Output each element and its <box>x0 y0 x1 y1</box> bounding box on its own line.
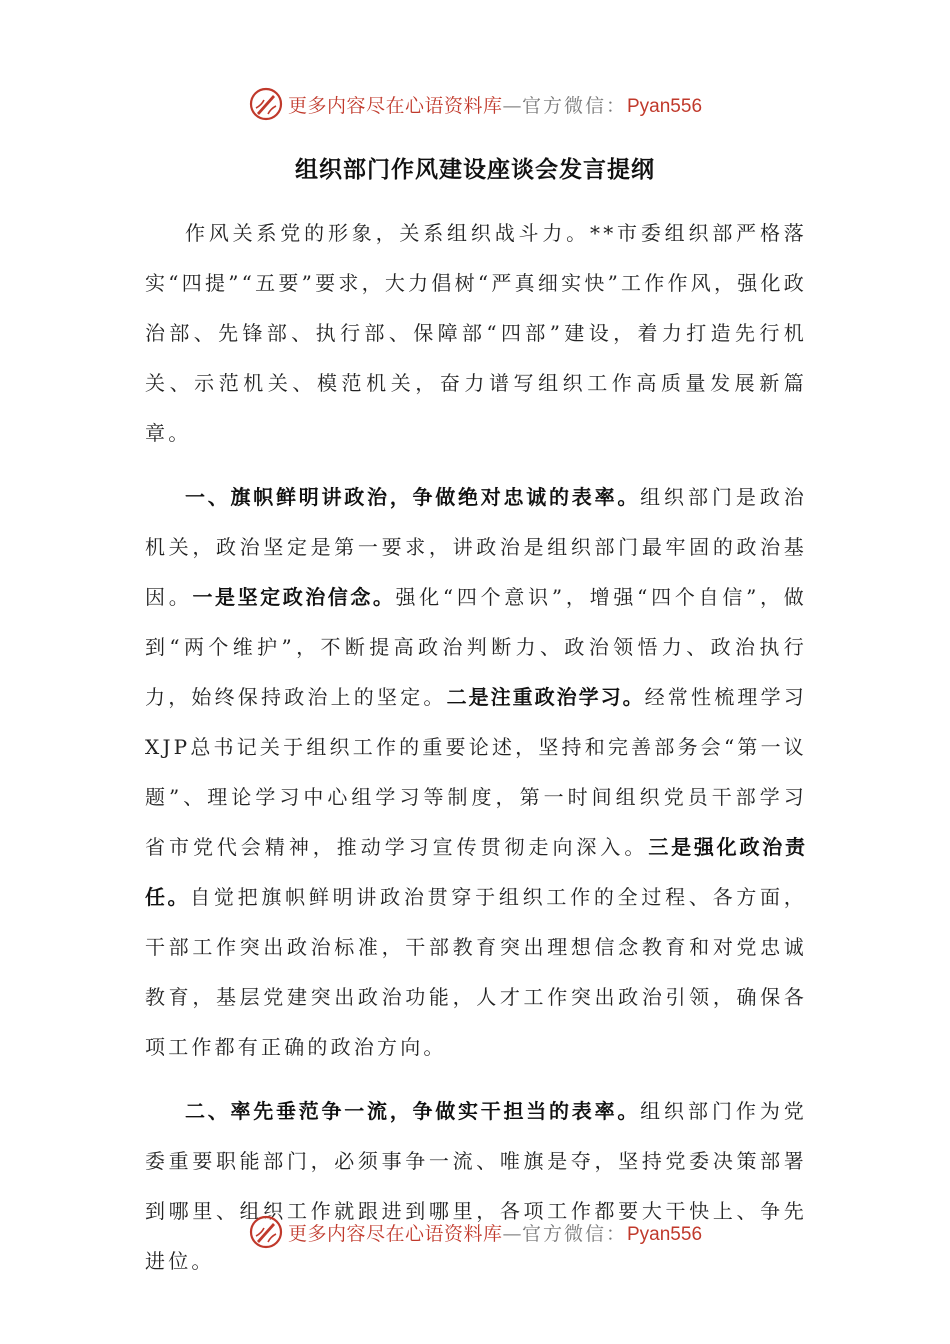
banner-wechat-id: Pyan556 <box>627 95 703 117</box>
banner-main-text: 更多内容尽在心语资料库 <box>287 94 503 117</box>
bold-heading-run: 三是强化政治责任。 <box>145 835 807 909</box>
text-run: 自觉把旗帜鲜明讲政治贯穿于组织工作的全过程、各方面，干部工作突出政治标准，干部教育突出理想信念教育和对党忠诚教育，基层党建突出政治功能，人才工作突出政治引领，确保各项工作都有正确的政治方向。 <box>145 885 808 1059</box>
bold-heading-run: 一是坚定政治信念。 <box>192 585 396 609</box>
header-watermark-banner <box>0 84 950 124</box>
banner-wechat-label: 官方微信： <box>521 94 627 117</box>
banner-text <box>288 91 702 118</box>
text-run: 强化“四个意识”，增强“四个自信”，做到“两个维护”，不断提高政治判断力、政治领悟力、政治执行力，始终保持政治上的坚定。 <box>145 585 807 709</box>
bold-heading-run: 一、旗帜鲜明讲政治，争做绝对忠诚的表率。 <box>185 485 641 509</box>
body-paragraph <box>145 1086 807 1286</box>
banner-dash: — <box>502 94 522 117</box>
banner-text <box>288 1219 702 1246</box>
quill-logo-icon <box>248 86 284 122</box>
document-title: 组织部门作风建设座谈会发言提纲 <box>295 157 655 183</box>
banner-wechat-label: 官方微信： <box>521 1222 627 1245</box>
document-body <box>145 208 807 1286</box>
bold-heading-run: 二、率先垂范争一流，争做实干担当的表率。 <box>185 1099 641 1123</box>
bold-heading-run: 二是注重政治学习。 <box>446 685 645 709</box>
banner-main-text: 更多内容尽在心语资料库 <box>287 1222 503 1245</box>
text-run: 经常性梳理学习XJP总书记关于组织工作的重要论述，坚持和完善部务会“第一议题”、理论学习中心组学习等制度，第一时间组织党员干部学习省市党代会精神，推动学习宣传贯彻走向深入。 <box>145 685 808 859</box>
footer-watermark-banner <box>0 1212 950 1252</box>
banner-wechat-id: Pyan556 <box>627 1223 703 1245</box>
body-paragraph <box>145 208 807 458</box>
body-paragraph <box>145 472 807 1072</box>
text-run: 组织部门作为党委重要职能部门，必须事争一流、唯旗是夺，坚持党委决策部署到哪里、组织工作就跟进到哪里，各项工作都要大干快上、争先进位。 <box>145 1099 807 1273</box>
text-run: 组织部门是政治机关，政治坚定是第一要求，讲政治是组织部门最牢固的政治基因。 <box>145 485 807 609</box>
text-run: 作风关系党的形象，关系组织战斗力。**市委组织部严格落实“四提”“五要”要求，大力倡树“严真细实快”工作作风，强化政治部、先锋部、执行部、保障部“四部”建设，着力打造先行机关、示范机关、模范机关，奋力谱写组织工作高质量发展新篇章。 <box>145 221 807 445</box>
quill-logo-icon <box>248 1214 284 1250</box>
banner-dash: — <box>502 1222 522 1245</box>
